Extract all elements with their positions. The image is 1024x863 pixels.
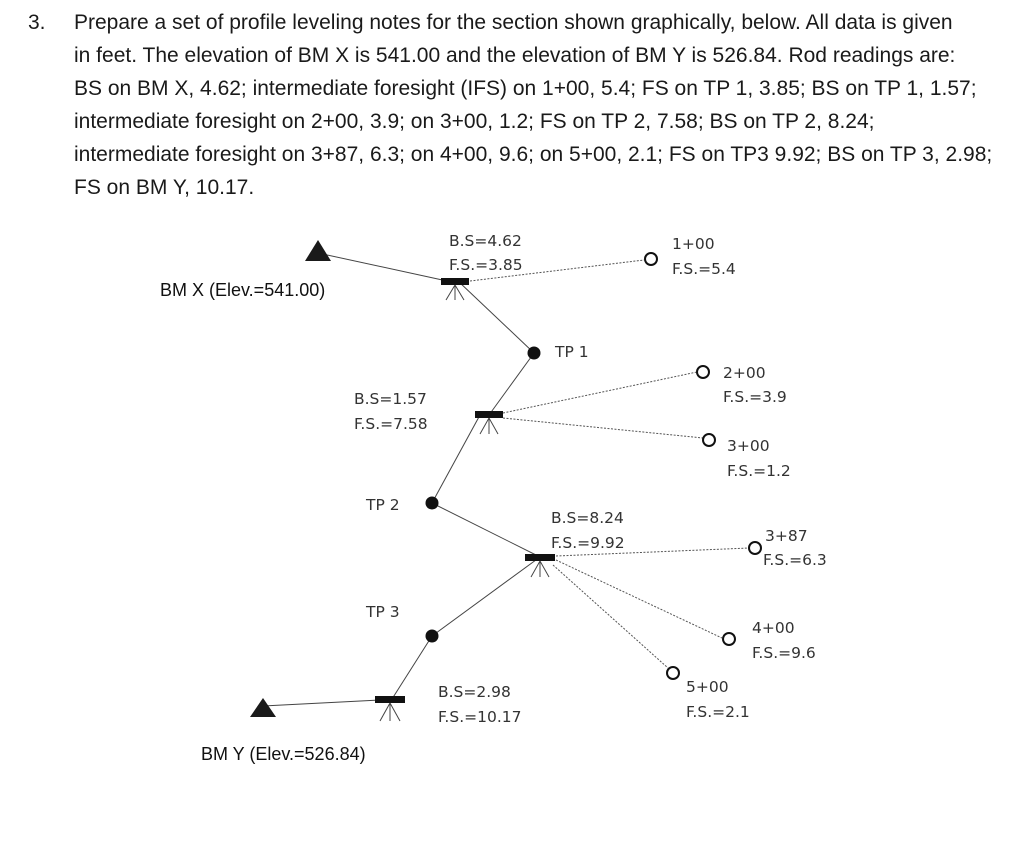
sight-line-bmx bbox=[318, 253, 447, 281]
ifs-line-400 bbox=[556, 560, 722, 638]
tp1-point-icon bbox=[528, 347, 541, 360]
tp3-label: TP 3 bbox=[366, 603, 400, 621]
station-300-fs-label: F.S.=1.2 bbox=[727, 462, 791, 480]
setup4-fs-label: F.S.=10.17 bbox=[438, 708, 522, 726]
problem-line: intermediate foresight on 2+00, 3.9; on 3+00, 1.2; FS on TP 2, 7.58; BS on TP 2, 8.24; bbox=[74, 110, 875, 133]
sight-line-tp3 bbox=[432, 557, 540, 636]
sight-line-tp1-back bbox=[489, 353, 534, 415]
sight-line-tp3-back bbox=[392, 636, 432, 699]
problem-number: 3. bbox=[28, 11, 46, 34]
station-200-fs-label: F.S.=3.9 bbox=[723, 388, 787, 406]
station-point-icon bbox=[703, 434, 715, 446]
sight-line-bmy bbox=[263, 700, 380, 706]
sight-line-tp2 bbox=[432, 415, 480, 503]
ifs-line-200 bbox=[503, 372, 697, 413]
station-200-label: 2+00 bbox=[723, 364, 766, 382]
bm-x-triangle-icon bbox=[305, 240, 331, 261]
tp2-label: TP 2 bbox=[366, 496, 400, 514]
setup2-bs-label: B.S=1.57 bbox=[354, 390, 427, 408]
station-point-icon bbox=[667, 667, 679, 679]
bm-x-label: BM X (Elev.=541.00) bbox=[160, 280, 326, 300]
sight-line-tp1 bbox=[458, 281, 534, 353]
station-100-label: 1+00 bbox=[672, 235, 715, 253]
tp3-point-icon bbox=[426, 630, 439, 643]
bm-y-triangle-icon bbox=[250, 698, 276, 717]
tp1-label: TP 1 bbox=[555, 343, 589, 361]
station-400-label: 4+00 bbox=[752, 619, 795, 637]
station-500-label: 5+00 bbox=[686, 678, 729, 696]
ifs-line-500 bbox=[553, 565, 668, 668]
setup3-bs-label: B.S=8.24 bbox=[551, 509, 624, 527]
problem-line: intermediate foresight on 3+87, 6.3; on 4+00, 9.6; on 5+00, 2.1; FS on TP3 9.92; BS on TP 3, 2.98; bbox=[74, 143, 993, 166]
problem-line: Prepare a set of profile leveling notes for the section shown graphically, below. All data is given bbox=[74, 11, 953, 34]
station-point-icon bbox=[723, 633, 735, 645]
station-point-icon bbox=[645, 253, 657, 265]
level-instrument-icon bbox=[475, 411, 503, 434]
setup3-fs-label: F.S.=9.92 bbox=[551, 534, 625, 552]
tp2-point-icon bbox=[426, 497, 439, 510]
setup1-fs-label: F.S.=3.85 bbox=[449, 256, 523, 274]
setup2-fs-label: F.S.=7.58 bbox=[354, 415, 428, 433]
station-500-fs-label: F.S.=2.1 bbox=[686, 703, 750, 721]
level-instrument-icon bbox=[375, 696, 405, 721]
station-400-fs-label: F.S.=9.6 bbox=[752, 644, 816, 662]
ifs-line-300 bbox=[503, 418, 703, 438]
station-387-label: 3+87 bbox=[765, 527, 808, 545]
problem-line: FS on BM Y, 10.17. bbox=[74, 176, 255, 199]
setup4-bs-label: B.S=2.98 bbox=[438, 683, 511, 701]
station-387-fs-label: F.S.=6.3 bbox=[763, 551, 827, 569]
station-300-label: 3+00 bbox=[727, 437, 770, 455]
station-point-icon bbox=[697, 366, 709, 378]
level-instrument-icon bbox=[441, 278, 469, 300]
bm-y-label: BM Y (Elev.=526.84) bbox=[201, 744, 366, 764]
sight-line-tp2-back bbox=[432, 503, 540, 557]
problem-line: BS on BM X, 4.62; intermediate foresight (IFS) on 1+00, 5.4; FS on TP 1, 3.85; BS on TP 1, 1.57; bbox=[74, 77, 977, 100]
level-instrument-icon bbox=[525, 554, 555, 577]
station-point-icon bbox=[749, 542, 761, 554]
station-100-fs-label: F.S.=5.4 bbox=[672, 260, 736, 278]
problem-line: in feet. The elevation of BM X is 541.00 and the elevation of BM Y is 526.84. Rod readings are: bbox=[74, 44, 956, 67]
setup1-bs-label: B.S=4.62 bbox=[449, 232, 522, 250]
